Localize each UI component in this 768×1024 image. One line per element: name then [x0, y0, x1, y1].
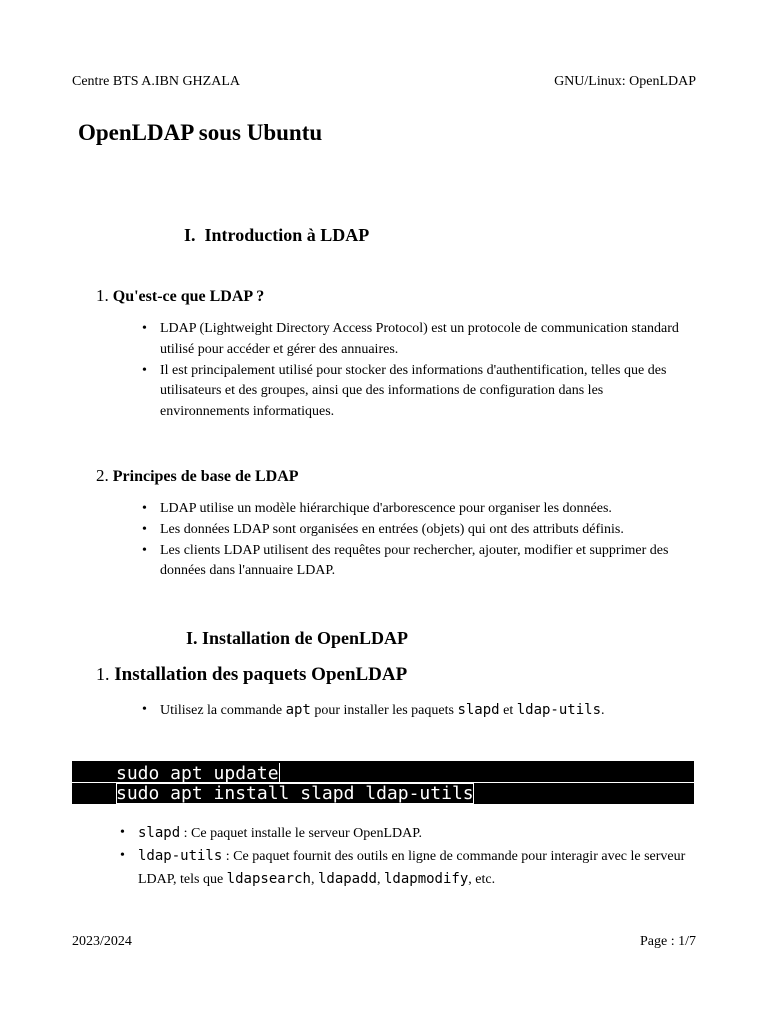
list-item	[120, 845, 692, 891]
section-numeral: I.	[184, 225, 196, 245]
list-item	[120, 822, 692, 845]
bullet-list-principles	[142, 499, 692, 582]
inline-code-ldapmodify: ldapmodify	[383, 871, 469, 887]
list-item: • Les données LDAP sont organisées en entrées (objets) qui ont des attributs définis.	[142, 520, 692, 541]
text-segment: et	[499, 703, 517, 718]
list-item: • Les clients LDAP utilisent des requêtes pour rechercher, ajouter, modifier et supprimer des données dans l'annuaire LDAP.	[142, 541, 692, 583]
code-text: sudo apt install slapd ldap-utils	[116, 783, 474, 804]
inline-code-slapd: slapd	[457, 702, 500, 718]
section-heading-installation	[186, 628, 408, 649]
section-title: Introduction à LDAP	[204, 225, 370, 245]
inline-code-ldapsearch: ldapsearch	[226, 871, 311, 887]
text-segment: , etc.	[468, 872, 496, 887]
code-line-1	[72, 761, 694, 782]
inline-code-ldap-utils: ldap-utils	[516, 702, 602, 718]
code-text: sudo apt update	[116, 762, 279, 784]
subheading-install-packages	[96, 664, 407, 686]
page-title: OpenLDAP sous Ubuntu	[78, 120, 323, 145]
list-item: • LDAP (Lightweight Directory Access Protocol) est un protocole de communication standard utilisé pour accéder et gérer des annuaires.	[142, 319, 692, 361]
text-segment: .	[601, 703, 605, 718]
footer-year: 2023/2024	[72, 934, 132, 949]
footer-page-number: Page : 1/7	[640, 934, 696, 949]
inline-code-ldapadd: ldapadd	[317, 871, 377, 887]
subheading-title: Installation des paquets OpenLDAP	[114, 664, 408, 685]
header-right: GNU/Linux: OpenLDAP	[554, 74, 696, 89]
text-segment: : Ce paquet fournit des outils en ligne de commande pour interagir avec le serveur LDAP, tels que	[138, 849, 686, 887]
section-numeral: I.	[186, 628, 198, 648]
text-segment: Utilisez la commande	[160, 703, 286, 718]
subheading-title: Principes de base de LDAP	[112, 468, 299, 485]
subheading-number: 1.	[96, 664, 110, 684]
list-item: • LDAP utilise un modèle hiérarchique d'arborescence pour organiser les données.	[142, 499, 692, 520]
section-title: Installation de OpenLDAP	[202, 628, 409, 648]
text-segment: : Ce paquet installe le serveur OpenLDAP.	[180, 826, 422, 841]
text-segment: ,	[376, 872, 384, 887]
text-segment: pour installer les paquets	[310, 703, 458, 718]
subheading-title: Qu'est-ce que LDAP ?	[112, 288, 265, 305]
code-block	[72, 761, 694, 804]
subheading-number: 2.	[96, 466, 109, 485]
bullet-list-install-intro	[142, 700, 692, 722]
subheading-number: 1.	[96, 286, 109, 305]
inline-code-ldap-utils: ldap-utils	[138, 848, 223, 864]
header-left: Centre BTS A.IBN GHZALA	[72, 74, 240, 89]
inline-code-apt: apt	[285, 702, 311, 718]
text-segment: ,	[310, 872, 318, 887]
list-item	[142, 700, 692, 722]
bullet-list-what-is-ldap	[142, 319, 692, 423]
subheading-principles	[96, 466, 299, 486]
inline-code-slapd: slapd	[138, 825, 181, 841]
code-line-2	[72, 783, 694, 804]
list-item: • Il est principalement utilisé pour stocker des informations d'authentification, telles que des utilisateurs et des groupes, ainsi que des informations de configuration dans les environnements informatiques.	[142, 361, 692, 423]
subheading-what-is-ldap	[96, 286, 264, 306]
section-heading-introduction	[184, 225, 369, 246]
bullet-list-packages	[120, 822, 692, 891]
